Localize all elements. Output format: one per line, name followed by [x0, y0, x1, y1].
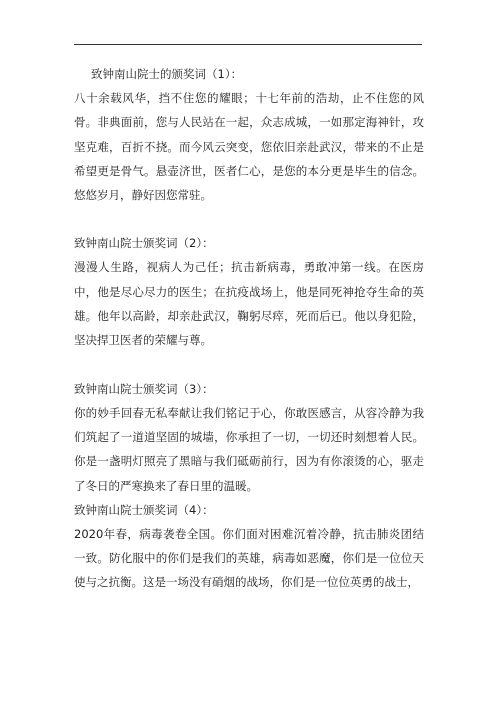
section-4-heading: 致钟南山院士颁奖词（4）：: [74, 502, 214, 517]
section-4-body: 2020年春，病毒袭卷全国。你们面对困难沉着冷静，抗击肺炎团结一致。防化服中的你们是我们的英雄，病毒如恶魔，你们是一位位天使与之抗衡。这是一场没有硝烟的战场，你们是一位位英勇的战士，: [74, 526, 424, 590]
section-1-heading: 致钟南山院士的颁奖词（1）：: [91, 67, 243, 81]
section-1-body: 八十余载风华，挡不住您的耀眼；十七年前的浩劫，止不住您的风骨。非典面前，您与人民站在一起，众志成城，一如那定海神针，攻坚克难，百折不挠。而今风云突变，您依旧亲赴武汉，带来的不止是希望更是骨气。悬壶济世，医者仁心，是您的本分更是毕生的信念。悠悠岁月，静好因您常驻。: [74, 91, 424, 203]
document-content: [74, 62, 424, 595]
section-3-body: 你的妙手回春无私奉献让我们铭记于心，你敢医感言，从容冷静为我们筑起了一道道坚固的城墙，你承担了一切，一切还时刻想着人民。你是一盏明灯照亮了黑暗与我们砥砺前行，因为有你滚烫的心，驱走了冬日的严寒换来了春日里的温暖。: [74, 405, 424, 493]
section-spacer: [74, 353, 424, 377]
section-3-heading: 致钟南山院士颁奖词（3）：: [74, 381, 214, 396]
header-rule: [74, 44, 422, 45]
section-2-heading: 致钟南山院士颁奖词（2）：: [74, 236, 214, 251]
section-spacer: [74, 207, 424, 231]
section-2-body: 漫漫人生路，视病人为己任；抗击新病毒，勇敢冲第一线。在医房中，他是尽心尽力的医生；在抗疫战场上，他是同死神抢夺生命的英雄。他年以高龄，却亲赴武汉，鞠躬尽瘁，死而后已。他以身犯险，坚决捍卫医者的荣耀与尊。: [74, 260, 424, 348]
